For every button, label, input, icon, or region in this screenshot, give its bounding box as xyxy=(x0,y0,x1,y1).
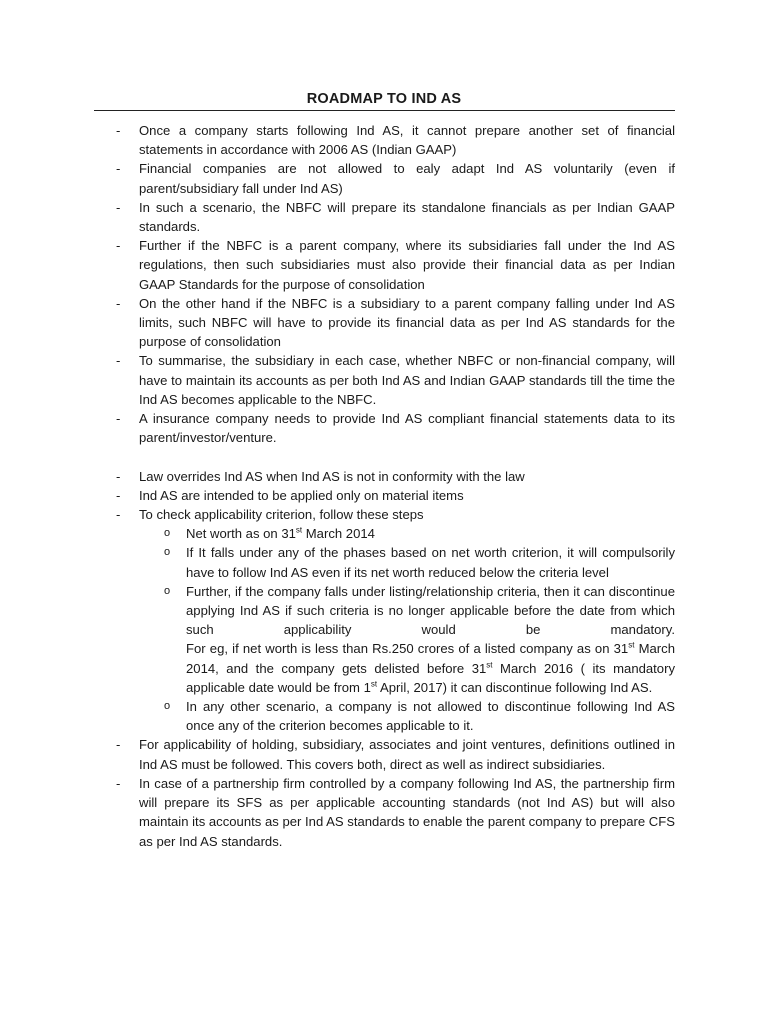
bullet-dash: - xyxy=(116,295,121,311)
item-text: For applicability of holding, subsidiary, associates and joint ventures, definitions outlined in Ind AS must be followed. This covers both, direct as well as indirect subsidiaries. xyxy=(139,737,675,772)
list-item xyxy=(94,774,675,851)
bullet-dash: - xyxy=(116,238,121,254)
item-text: To check applicability criterion, follow these steps xyxy=(139,507,424,523)
bullet-dash: - xyxy=(116,199,121,215)
item-text: If It falls under any of the phases based on net worth criterion, it will compulsorily have to follow Ind AS even if its net worth reduced below the criteria level xyxy=(186,545,675,580)
bullet-circle: o xyxy=(164,700,171,713)
bullet-dash: - xyxy=(116,353,121,369)
list-item xyxy=(94,467,675,486)
bullet-dash: - xyxy=(116,737,121,753)
item-text: Further, if the company falls under listing/relationship criteria, then it can discontinue applying Ind AS if such criteria is no longer applicable before the date from which such applicability would be mandatory. xyxy=(186,583,675,638)
list-item xyxy=(94,486,675,505)
item-text: Financial companies are not allowed to ealy adapt Ind AS voluntarily (even if parent/subsidiary fall under Ind AS) xyxy=(139,161,675,196)
list-item xyxy=(94,198,675,236)
list-item xyxy=(94,159,675,197)
item-text: Once a company starts following Ind AS, it cannot prepare another set of financial statements in accordance with 2006 AS (Indian GAAP) xyxy=(139,123,675,158)
item-text: Net worth as on 31st March 2014 xyxy=(186,525,375,542)
bullet-dash: - xyxy=(116,411,121,427)
bullet-dash: - xyxy=(116,468,121,484)
bullet-circle: o xyxy=(164,546,171,559)
list-item xyxy=(94,121,675,159)
item-text: Ind AS are intended to be applied only on material items xyxy=(139,487,464,503)
document-body xyxy=(94,121,675,851)
list-item xyxy=(94,351,675,409)
bullet-dash: - xyxy=(116,507,121,523)
item-text: On the other hand if the NBFC is a subsidiary to a parent company falling under Ind AS limits, such NBFC will have to provide its financial data as per Ind AS standards for the purpose of consolidation xyxy=(139,295,675,350)
sub-list-item xyxy=(94,524,675,543)
bullet-dash: - xyxy=(116,161,121,177)
item-text: A insurance company needs to provide Ind AS compliant financial statements data to its parent/investor/venture. xyxy=(139,411,675,446)
bullet-dash: - xyxy=(116,123,121,138)
paragraph-gap xyxy=(94,447,675,466)
bullet-circle: o xyxy=(164,584,171,597)
list-item xyxy=(94,505,675,524)
bullet-dash: - xyxy=(116,487,121,503)
item-text: In any other scenario, a company is not allowed to discontinue following Ind AS once any of the criterion becomes applicable to it. xyxy=(186,699,675,734)
list-item xyxy=(94,236,675,294)
sub-list-item xyxy=(94,697,675,735)
list-item xyxy=(94,294,675,352)
sub-list-item xyxy=(94,582,675,640)
item-text: In such a scenario, the NBFC will prepare its standalone financials as per Indian GAAP standards. xyxy=(139,199,675,235)
sub-item-example: For eg, if net worth is less than Rs.250 crores of a listed company as on 31st March 2014, and the company gets delisted before 31st March 2016 ( its mandatory applicable date would be from 1st April, 2017) it can discontinue following Ind AS. xyxy=(186,641,675,695)
bullet-dash: - xyxy=(116,775,121,791)
list-item xyxy=(94,735,675,773)
item-text: In case of a partnership firm controlled by a company following Ind AS, the partnership firm will prepare its SFS as per applicable accounting standards (not Ind AS) but will also maintain its accounts as per Ind AS standards to enable the parent company to prepare CFS as per Ind AS standards. xyxy=(139,775,675,849)
bullet-circle: o xyxy=(164,527,171,540)
item-text: Further if the NBFC is a parent company, where its subsidiaries fall under the Ind AS regulations, then such subsidiaries must also provide their financial data as per Indian GAAP Standards for the purpose of consolidation xyxy=(139,238,675,292)
list-item xyxy=(94,409,675,447)
title-underline xyxy=(94,110,675,111)
item-text: Law overrides Ind AS when Ind AS is not in conformity with the law xyxy=(139,468,525,484)
page-title: ROADMAP TO IND AS xyxy=(306,91,462,107)
sub-list-item xyxy=(94,543,675,581)
item-text: To summarise, the subsidiary in each case, whether NBFC or non-financial company, will have to maintain its accounts as per both Ind AS and Indian GAAP standards till the time the Ind AS becomes applicable to the NBFC. xyxy=(139,353,675,407)
